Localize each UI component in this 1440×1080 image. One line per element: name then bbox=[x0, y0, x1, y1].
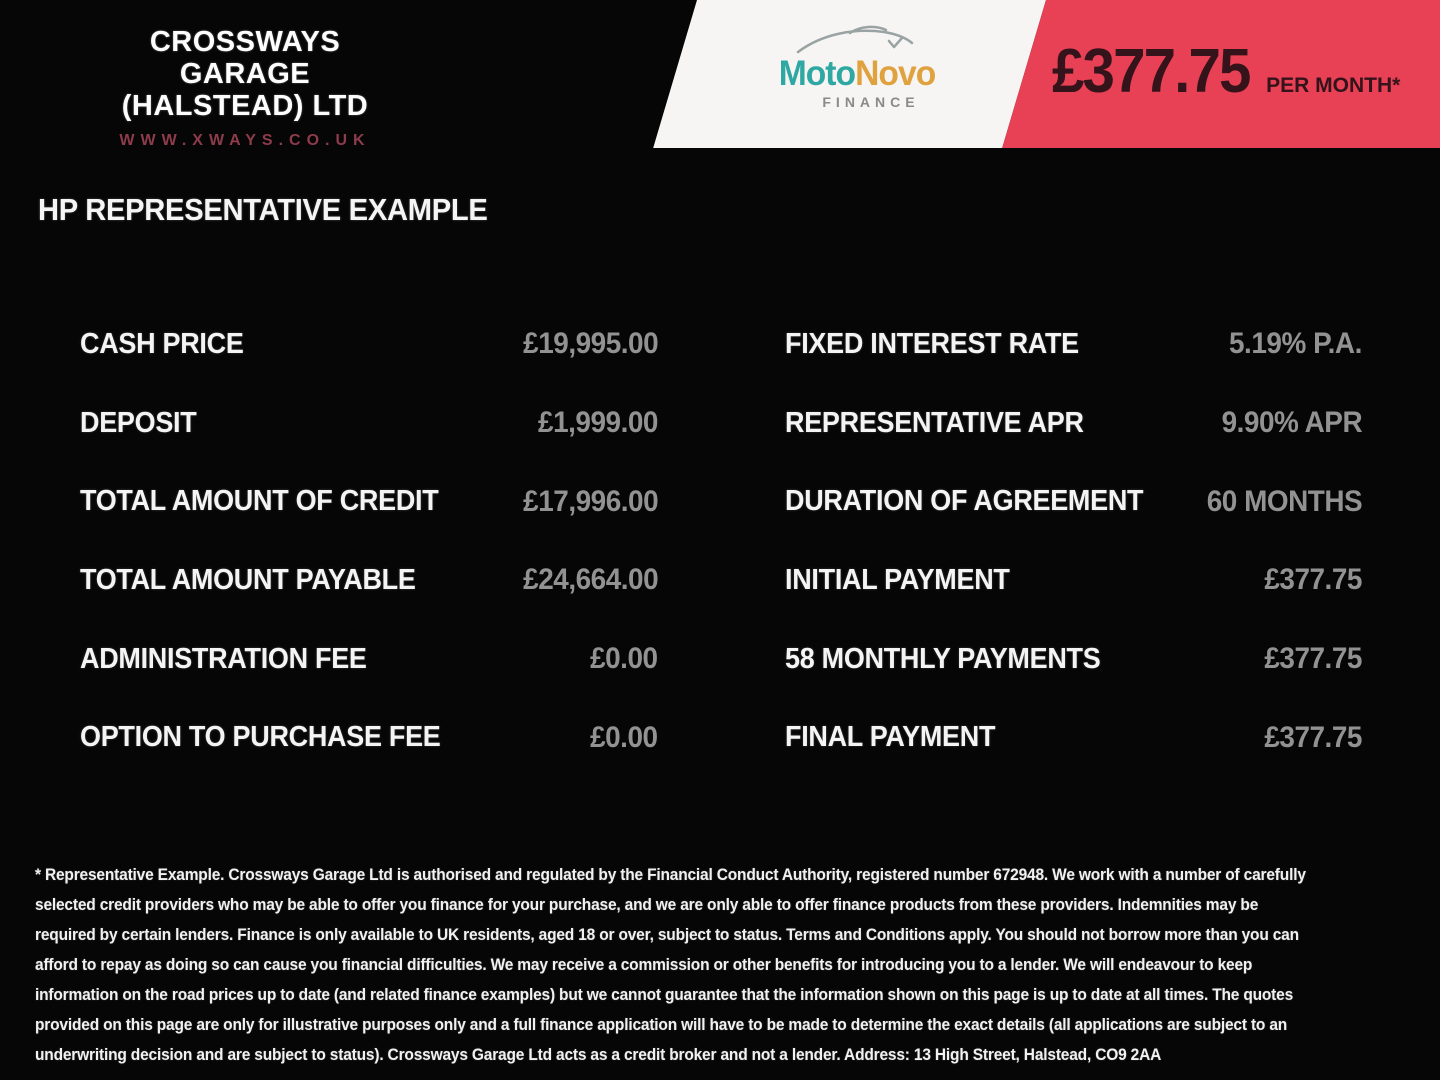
row-value: 60 MONTHS bbox=[1206, 484, 1362, 518]
row-value: £377.75 bbox=[1264, 642, 1362, 676]
car-swoosh-icon bbox=[792, 24, 922, 56]
page-title: HP REPRESENTATIVE EXAMPLE bbox=[38, 192, 488, 227]
row-label: FIXED INTEREST RATE bbox=[785, 327, 1079, 360]
row-label: CASH PRICE bbox=[80, 327, 244, 360]
row-value: 5.19% P.A. bbox=[1229, 327, 1362, 361]
table-row bbox=[0, 462, 1440, 541]
row-label: INITIAL PAYMENT bbox=[785, 563, 1010, 596]
legal-disclaimer-text: * Representative Example. Crossways Garage Ltd is authorised and regulated by the Financial Conduct Authority, registered number 672948. We work with a number of carefully selected credit providers who may be able to offer you finance for your purchase, and we are only able to offer finance products from these providers. Indemnities may be required by certain lenders. Finance is only available to UK residents, aged 18 or over, subject to status. Terms and Conditions apply. You should not borrow more than you can afford to repay as doing so can cause you financial difficulties. We may receive a commission or other benefits for introducing you to a lender. We will endeavour to keep information on the road prices up to date (and related finance examples) but we cannot guarantee that the information shown on this page is up to date at all times. The quotes provided on this page are only for illustrative purposes only and a full finance application will have to be made to determine the exact details (all applications are subject to an underwriting decision and are subject to status). Crossways Garage Ltd acts as a credit broker and not a lender. Address: 13 High Street, Halstead, CO9 2AA bbox=[35, 866, 1306, 1064]
price-banner bbox=[1052, 36, 1422, 107]
table-row bbox=[0, 620, 1440, 699]
monthly-price-period: PER MONTH* bbox=[1266, 74, 1401, 97]
row-value: £0.00 bbox=[590, 642, 658, 676]
finance-table bbox=[0, 305, 1440, 777]
table-row bbox=[0, 305, 1440, 384]
row-value: £377.75 bbox=[1264, 720, 1362, 754]
row-label: ADMINISTRATION FEE bbox=[80, 642, 367, 675]
row-value: £17,996.00 bbox=[523, 484, 658, 518]
row-label: TOTAL AMOUNT PAYABLE bbox=[80, 563, 416, 596]
row-label: FINAL PAYMENT bbox=[785, 721, 996, 754]
motonovo-logo bbox=[762, 24, 952, 110]
table-row bbox=[0, 384, 1440, 463]
row-label: 58 MONTHLY PAYMENTS bbox=[785, 642, 1101, 675]
row-label: DURATION OF AGREEMENT bbox=[785, 485, 1144, 518]
row-value: £24,664.00 bbox=[523, 563, 658, 597]
table-row bbox=[0, 541, 1440, 620]
table-row bbox=[0, 698, 1440, 777]
logo-novo-text: Novo bbox=[855, 54, 936, 93]
row-label: TOTAL AMOUNT OF CREDIT bbox=[80, 485, 439, 518]
row-label: DEPOSIT bbox=[80, 406, 197, 439]
row-value: £19,995.00 bbox=[523, 327, 658, 361]
monthly-price-amount: £377.75 bbox=[1052, 37, 1250, 106]
logo-moto-text: Moto bbox=[778, 54, 856, 93]
row-value: 9.90% APR bbox=[1221, 406, 1362, 440]
row-label: REPRESENTATIVE APR bbox=[785, 406, 1084, 439]
header-banner bbox=[0, 0, 1440, 148]
row-value: £0.00 bbox=[590, 720, 658, 754]
dealer-name-line1: CROSSWAYS GARAGE bbox=[149, 26, 341, 90]
dealer-name-line2: (HALSTEAD) LTD bbox=[121, 90, 369, 122]
row-value: £1,999.00 bbox=[538, 406, 658, 440]
row-label: OPTION TO PURCHASE FEE bbox=[80, 721, 441, 754]
logo-finance-text: FINANCE bbox=[822, 94, 920, 110]
row-value: £377.75 bbox=[1264, 563, 1362, 597]
motonovo-wordmark bbox=[766, 54, 948, 94]
dealer-logo-block bbox=[85, 26, 405, 148]
dealer-website-link[interactable]: WWW.XWAYS.CO.UK bbox=[119, 132, 371, 148]
